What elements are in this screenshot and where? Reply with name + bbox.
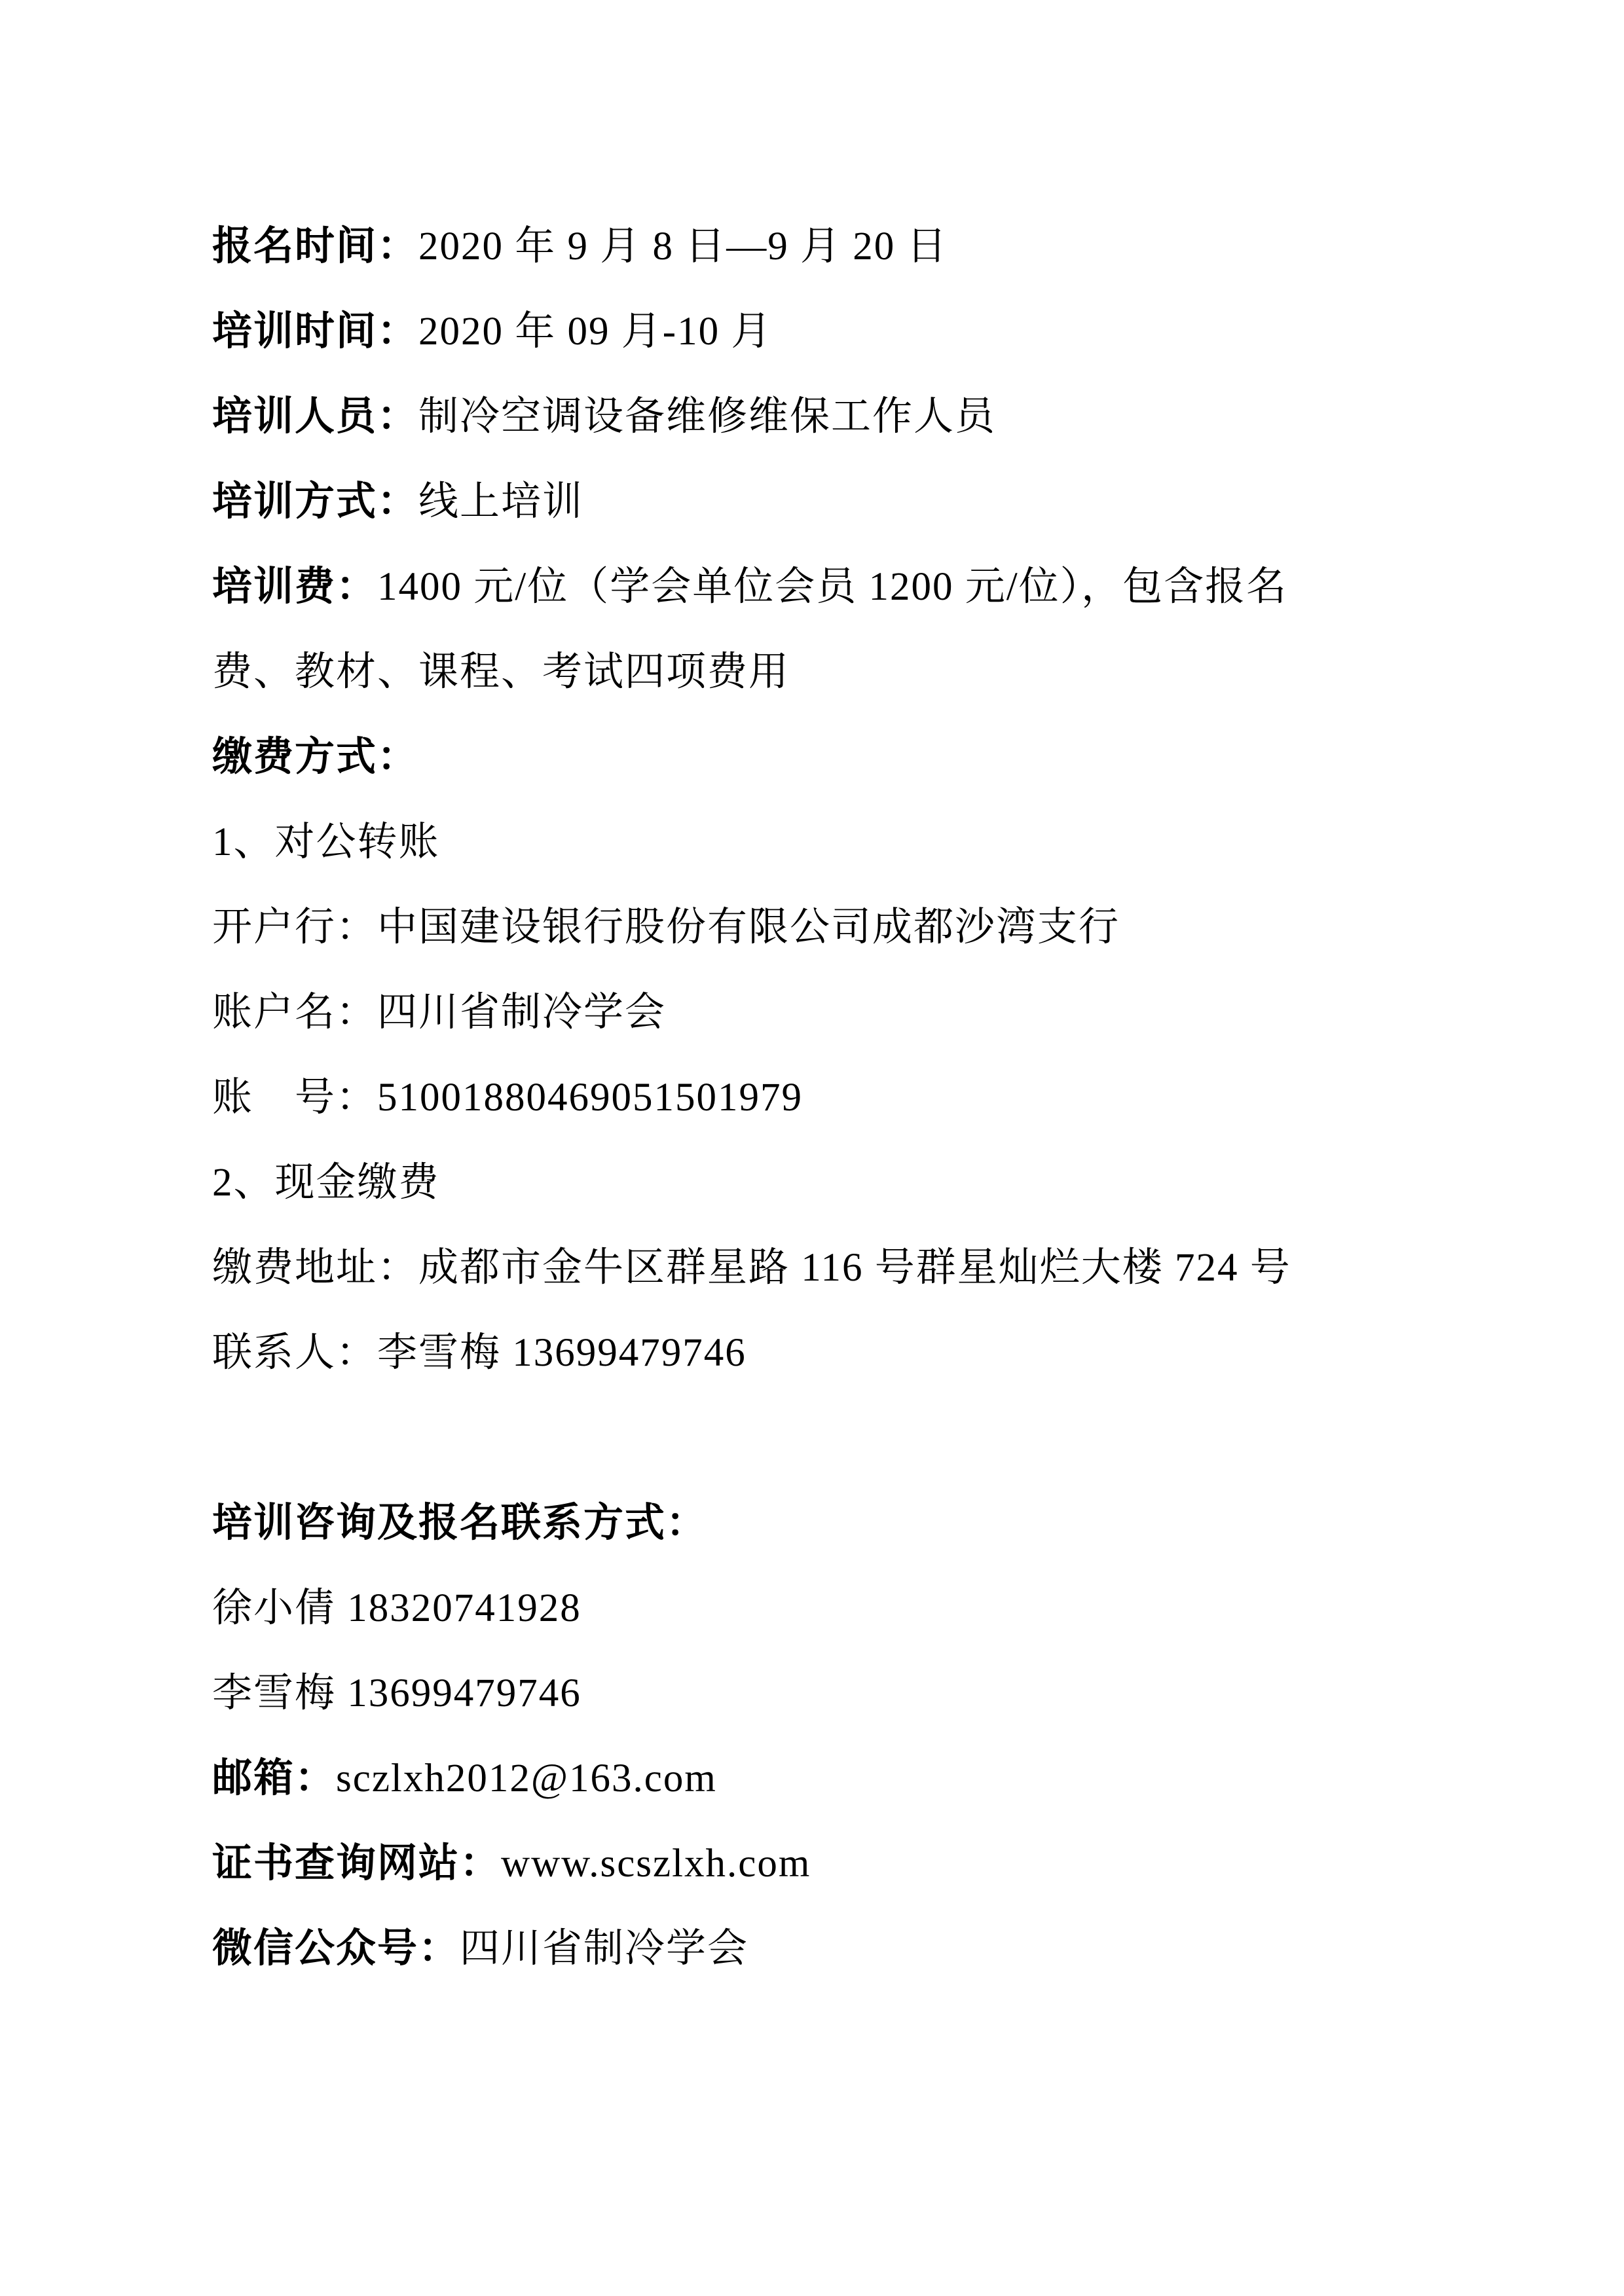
wechat-account-value: 四川省制冷学会 (460, 1927, 749, 1971)
line-email (212, 1736, 1384, 1821)
line-wechat-account (212, 1906, 1384, 1992)
training-fee-label: 培训费： (212, 565, 378, 609)
training-personnel-value: 制冷空调设备维修维保工作人员 (418, 395, 997, 439)
line-payment-option-2 (212, 1140, 1384, 1226)
line-payment-method-heading (212, 715, 1384, 800)
payment-address-text: 缴费地址：成都市金牛区群星路 116 号群星灿烂大楼 724 号 (212, 1246, 1291, 1290)
account-name-text: 账户名：四川省制冷学会 (212, 991, 667, 1034)
payment-method-heading: 缴费方式： (212, 735, 419, 779)
line-training-fee (212, 545, 1384, 630)
certificate-website-value: www.scszlxh.com (501, 1842, 811, 1886)
training-time-value: 2020 年 09 月-10 月 (418, 310, 773, 354)
registration-time-label: 报名时间： (212, 225, 419, 268)
line-account-name (212, 970, 1384, 1055)
line-training-fee-continued (212, 630, 1384, 715)
document-body (212, 204, 1384, 1992)
line-spacer (212, 1396, 1384, 1481)
training-method-label: 培训方式： (212, 480, 419, 524)
line-training-time (212, 289, 1384, 374)
line-certificate-website (212, 1821, 1384, 1906)
line-registration-time (212, 204, 1384, 289)
line-account-number (212, 1055, 1384, 1140)
wechat-account-label: 微信公众号： (212, 1927, 460, 1971)
contact-li-text: 李雪梅 13699479746 (212, 1671, 581, 1715)
training-fee-continued-text: 费、教材、课程、考试四项费用 (212, 650, 790, 694)
payment-option-2-text: 2、现金缴费 (212, 1161, 440, 1205)
bank-name-text: 开户行：中国建设银行股份有限公司成都沙湾支行 (212, 905, 1120, 949)
line-contact-li (212, 1651, 1384, 1736)
training-personnel-label: 培训人员： (212, 395, 419, 439)
line-contact-xu (212, 1566, 1384, 1651)
certificate-website-label: 证书查询网站： (212, 1842, 502, 1886)
contact-xu-text: 徐小倩 18320741928 (212, 1586, 581, 1630)
line-training-method (212, 460, 1384, 545)
line-bank-name (212, 885, 1384, 970)
registration-time-value: 2020 年 9 月 8 日—9 月 20 日 (418, 225, 948, 268)
email-label: 邮箱： (212, 1757, 337, 1800)
training-method-value: 线上培训 (418, 480, 584, 524)
consultation-heading: 培训咨询及报名联系方式： (212, 1501, 708, 1545)
line-contact-person (212, 1311, 1384, 1396)
payment-option-1-text: 1、对公转账 (212, 820, 440, 864)
line-training-personnel (212, 374, 1384, 460)
training-fee-value: 1400 元/位（学会单位会员 1200 元/位），包含报名 (377, 565, 1288, 609)
line-consultation-heading (212, 1481, 1384, 1566)
line-payment-option-1 (212, 800, 1384, 885)
account-number-text: 账 号：51001880469051501979 (212, 1076, 803, 1120)
training-time-label: 培训时间： (212, 310, 419, 354)
line-payment-address (212, 1226, 1384, 1311)
contact-person-text: 联系人：李雪梅 13699479746 (212, 1331, 747, 1375)
email-value: sczlxh2012@163.com (336, 1757, 717, 1800)
